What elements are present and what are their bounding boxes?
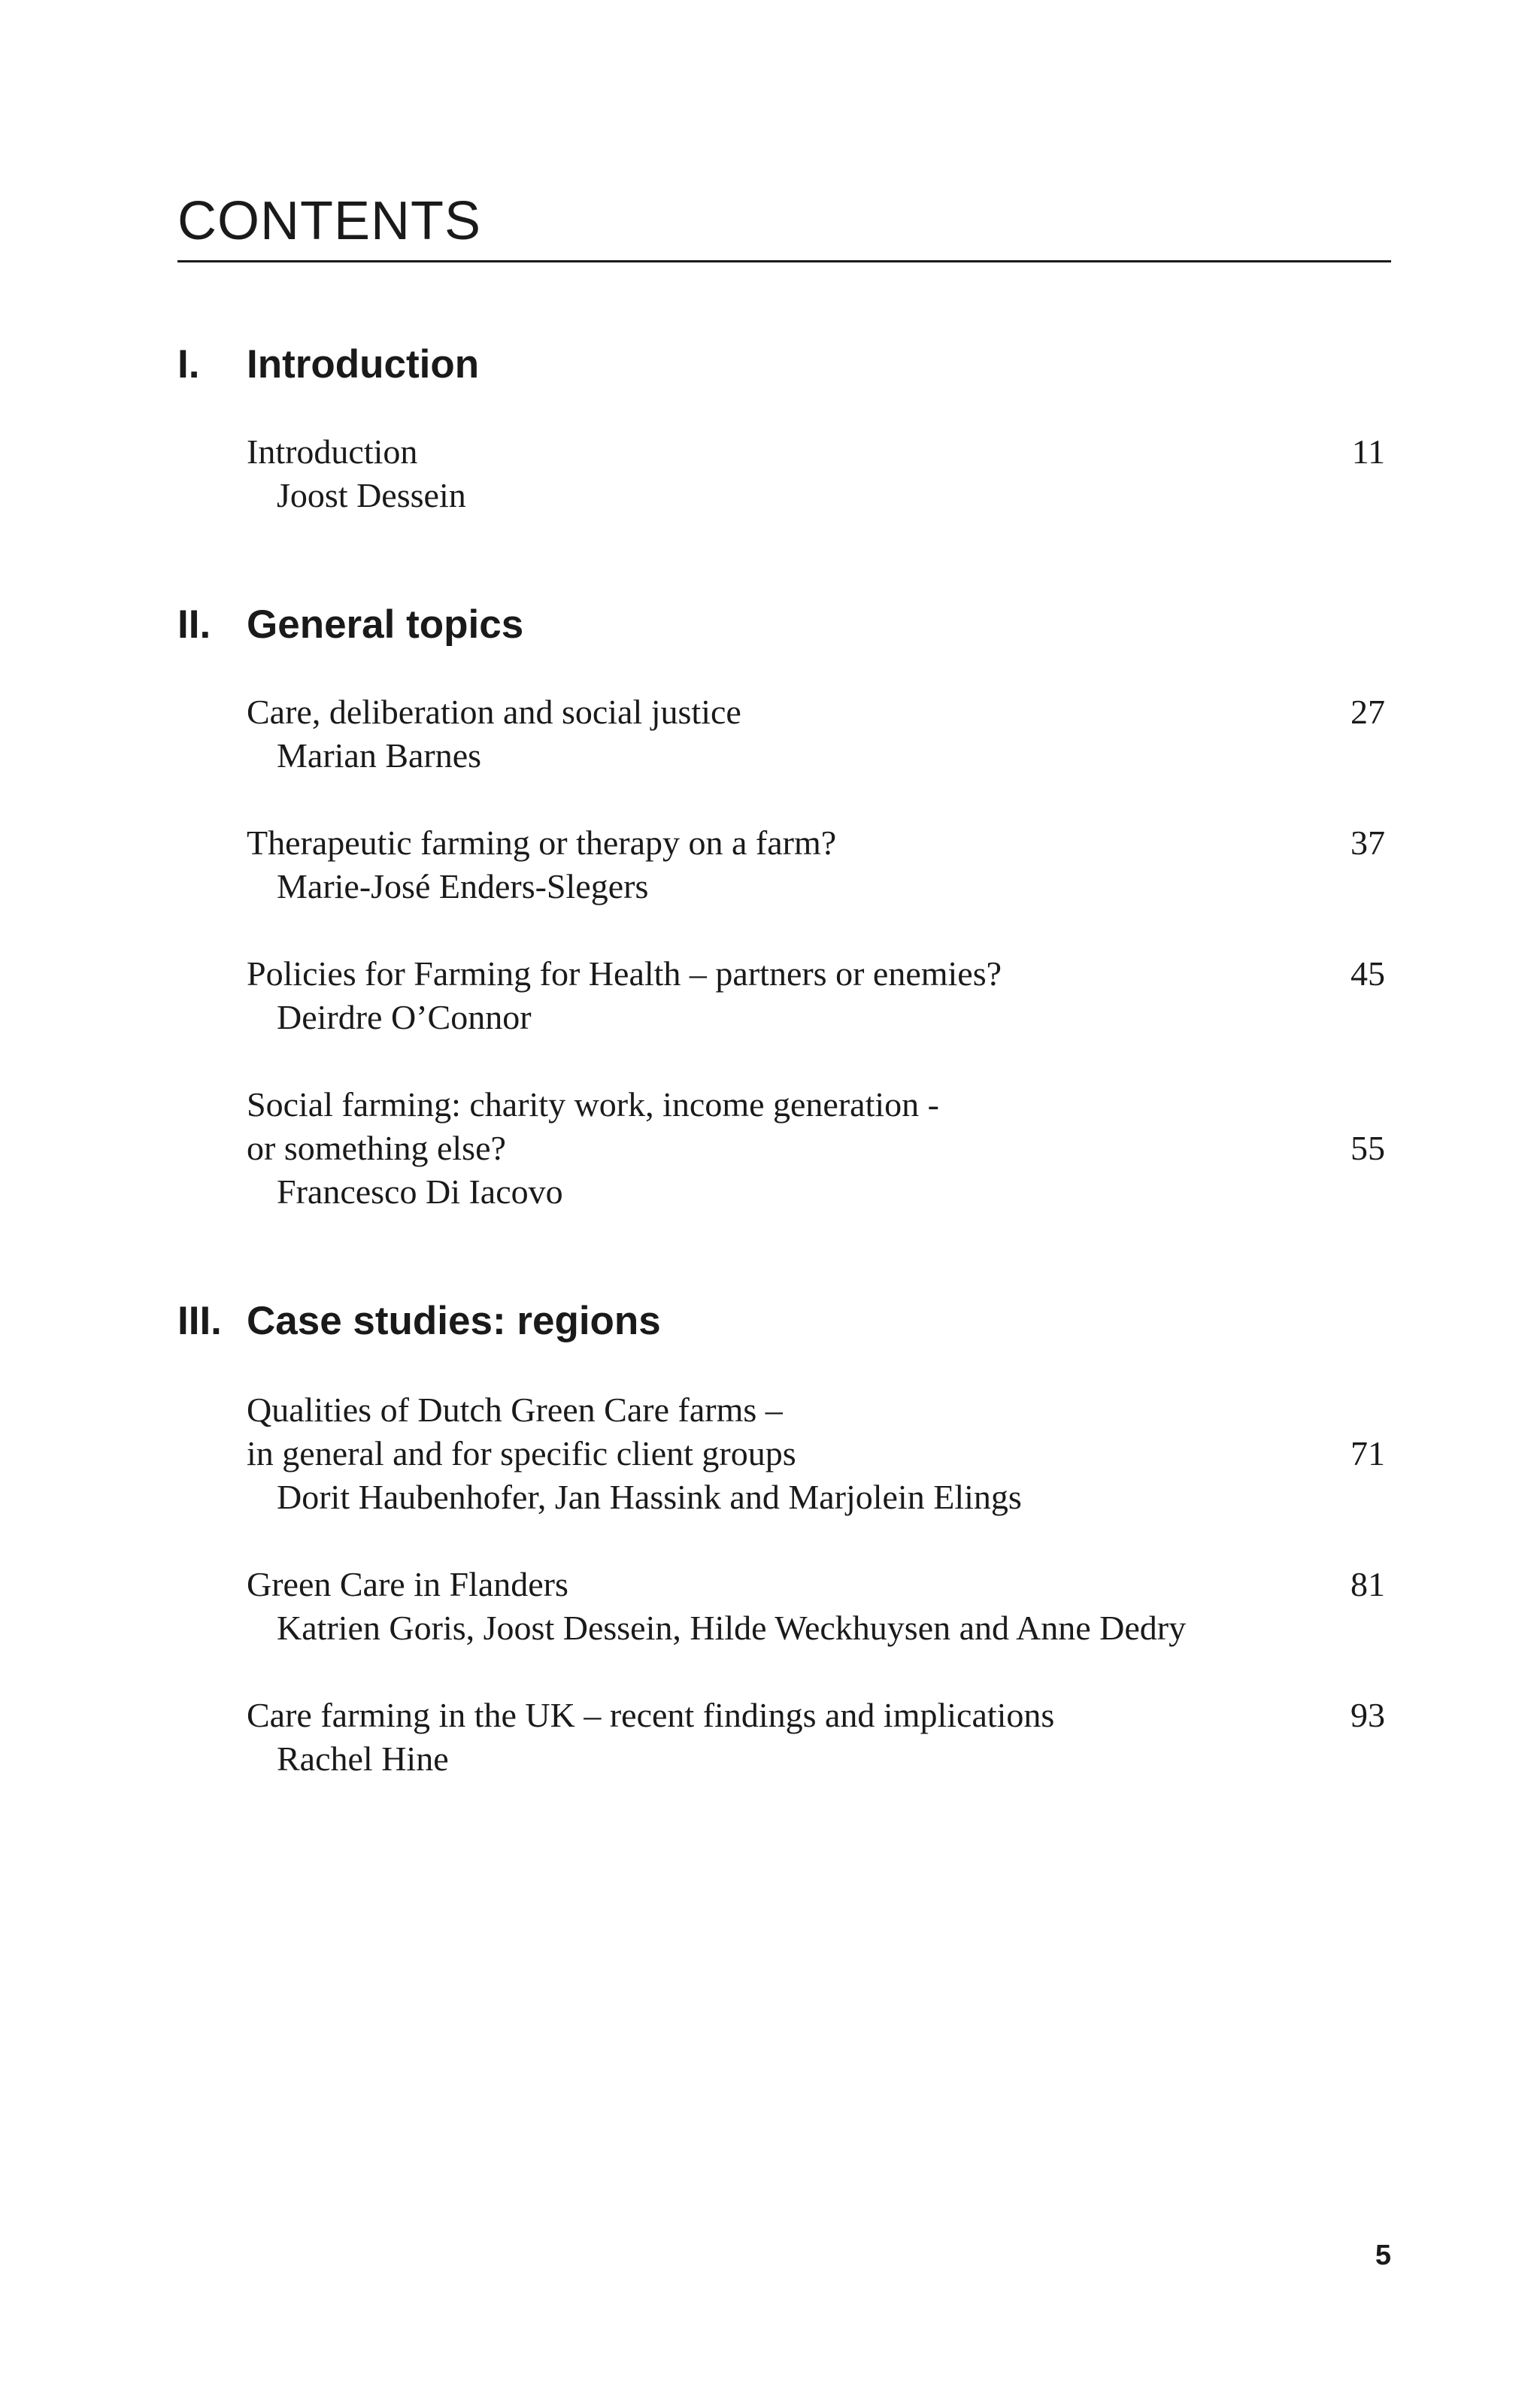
entry-title: Green Care in Flanders — [247, 1565, 568, 1603]
entry-title: Introduction — [247, 432, 418, 471]
toc-entry-care-deliberation[interactable] — [247, 690, 1385, 778]
entry-title-line-1: Social farming: charity work, income generation - — [247, 1085, 939, 1124]
entry-author: Marie-José Enders-Slegers — [277, 867, 649, 905]
section-number: III. — [177, 1299, 222, 1343]
page-title: CONTENTS — [177, 191, 481, 251]
entry-page-number: 45 — [1351, 954, 1385, 993]
section-title: Case studies: regions — [247, 1299, 661, 1343]
toc-entry-policies-farming-health[interactable] — [247, 952, 1385, 1039]
toc-entry-social-farming[interactable] — [247, 1083, 1385, 1214]
entry-page-number: 11 — [1351, 432, 1385, 471]
entry-author: Dorit Haubenhofer, Jan Hassink and Marjolein Elings — [277, 1478, 1022, 1516]
entry-title-line-1: Qualities of Dutch Green Care farms – — [247, 1391, 783, 1429]
section-number: I. — [177, 342, 200, 387]
entry-title: Care, deliberation and social justice — [247, 693, 741, 731]
entry-author: Francesco Di Iacovo — [277, 1172, 563, 1211]
entry-page-number: 55 — [1351, 1129, 1385, 1167]
entry-page-number: 93 — [1351, 1696, 1385, 1734]
section-title: Introduction — [247, 342, 480, 387]
section-title: General topics — [247, 602, 524, 647]
entry-page-number: 71 — [1351, 1434, 1385, 1473]
entry-author: Katrien Goris, Joost Dessein, Hilde Weckhuysen and Anne Dedry — [277, 1609, 1187, 1647]
entry-page-number: 27 — [1351, 693, 1385, 731]
entry-author: Deirdre O’Connor — [277, 998, 532, 1036]
toc-entry-dutch-green-care[interactable] — [247, 1388, 1385, 1519]
entry-title: Care farming in the UK – recent findings and implications — [247, 1696, 1055, 1734]
toc-entry-care-farming-uk[interactable] — [247, 1694, 1385, 1781]
entry-title-line-2: in general and for specific client groups — [247, 1434, 796, 1473]
entry-title: Therapeutic farming or therapy on a farm? — [247, 823, 837, 862]
title-rule — [177, 260, 1391, 262]
entry-page-number: 37 — [1351, 823, 1385, 862]
entry-author: Joost Dessein — [277, 476, 466, 514]
toc-entry-therapeutic-farming[interactable] — [247, 821, 1385, 908]
entry-title: Policies for Farming for Health – partners or enemies? — [247, 954, 1002, 993]
section-number: II. — [177, 602, 211, 647]
entry-title-line-2: or something else? — [247, 1129, 506, 1167]
toc-entry-green-care-flanders[interactable] — [247, 1563, 1385, 1650]
entry-page-number: 81 — [1351, 1565, 1385, 1603]
entry-author: Marian Barnes — [277, 736, 482, 775]
toc-entry-introduction[interactable] — [247, 430, 1385, 517]
entry-author: Rachel Hine — [277, 1739, 449, 1778]
page-number: 5 — [1375, 2240, 1391, 2271]
